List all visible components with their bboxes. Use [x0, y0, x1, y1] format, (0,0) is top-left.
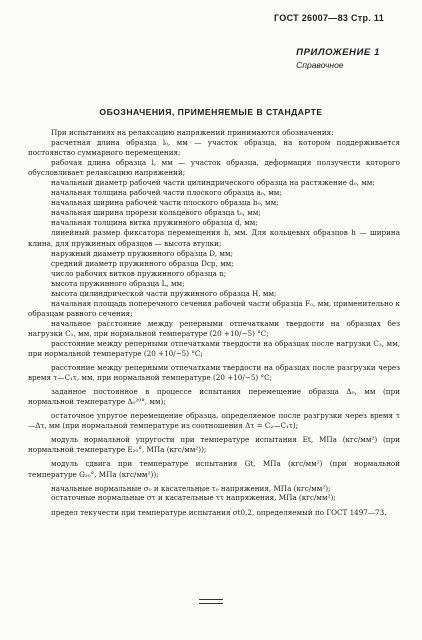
- paragraph: начальная толщина витка пружинного образца d, мм;: [51, 218, 258, 228]
- paragraph: начальные нормальные σ₀ и касательные τ₀ напряжения, МПа (кгс/мм²);: [51, 483, 331, 493]
- paragraph: высота пружинного образца L, мм;: [51, 278, 185, 288]
- paragraph: модуль нормальной упругости при температуре испытания Et, МПа (кгс/мм²) (при нормальной температуре E₂₀°, МПа (кгс/мм²));: [28, 435, 400, 455]
- paragraph: начальная площадь поперечного сечения рабочей части образца F₀, мм, применительно к образцам равного сечения;: [28, 298, 400, 318]
- appendix-block: [296, 47, 380, 70]
- section-title: ОБОЗНАЧЕНИЯ, ПРИМЕНЯЕМЫЕ В СТАНДАРТЕ: [99, 107, 323, 117]
- paragraph: начальная ширина прорези кольцевого образца t₀, мм;: [51, 208, 261, 218]
- paragraph: рабочая длина образца l, мм — участок образца, деформация ползучести которого обусловливает релаксацию напряжений;: [28, 158, 400, 178]
- paragraph: предел текучести при температуре испытания σt0,2, определяемый по ГОСТ 1497—73.: [51, 507, 387, 517]
- paragraph: расстояние между реперными отпечатками твердости на образцах после разгрузки через время τ—C₁τ, мм, при нормальной температуре (20 +10/−5) °С;: [28, 363, 400, 383]
- paragraph: высота цилиндрической части пружинного образца H, мм;: [51, 288, 277, 298]
- paragraph: начальный диаметр рабочей части цилиндрического образца на растяжение d₀, мм;: [51, 178, 375, 188]
- paragraph: средний диаметр пружинного образца Dср, мм;: [51, 258, 234, 268]
- appendix-status: Справочное: [296, 60, 344, 70]
- paragraph: начальная ширина рабочей части плоского образца b₀, мм;: [51, 198, 279, 208]
- page-header: ГОСТ 26007—83 Стр. 11: [273, 13, 384, 23]
- paragraph: модуль сдвига при температуре испытания Gt, МПа (кгс/мм²) (при нормальной температуре G₂₀°, МПа (кгс/мм²));: [28, 459, 400, 479]
- paragraph: остаточные нормальные στ и касательные ττ напряжения, МПа (кгс/мм²);: [51, 493, 336, 503]
- paragraph: заданное постоянное в процессе испытания перемещение образца Δ₀, мм (при нормальной температуре Δ₀²⁰°, мм);: [28, 387, 400, 407]
- paragraph: наружный диаметр пружинного образца D, мм;: [51, 248, 233, 258]
- paragraph: расчетная длина образца l₀, мм — участок образца, на котором поддерживается постоянство суммарного перемещения;: [28, 138, 400, 158]
- paragraph: начальное расстояние между реперными отпечатками твердости на образцах без нагрузки C₁, мм, при нормальной температуре (20 +10/−5) °С;: [28, 318, 400, 338]
- paragraph: остаточное упругое перемещение образца, определяемое после разгрузки через время τ—Δτ, мм (при нормальной температуре из соотношения Δτ = C₂—C₁τ);: [28, 411, 400, 431]
- document-body: [28, 128, 400, 518]
- paragraph: При испытаниях на релаксацию напряжений принимаются обозначения:: [51, 128, 334, 137]
- appendix-label: ПРИЛОЖЕНИЕ 1: [296, 47, 380, 58]
- paragraph: линейный размер фиксатора перемещения h, мм. Для кольцевых образцов h — ширина клина, для пружинных образцов — высота втулки;: [28, 228, 400, 248]
- paragraph: число рабочих витков пружинного образца n;: [51, 268, 227, 278]
- paragraph: начальная толщина рабочей части плоского образца a₀, мм;: [51, 188, 282, 198]
- end-rule: [199, 599, 223, 604]
- paragraph: расстояние между реперными отпечатками твердости на образцах после нагрузки C₂, мм, при нормальной температуре (20 +10/−5) °С;: [28, 338, 400, 359]
